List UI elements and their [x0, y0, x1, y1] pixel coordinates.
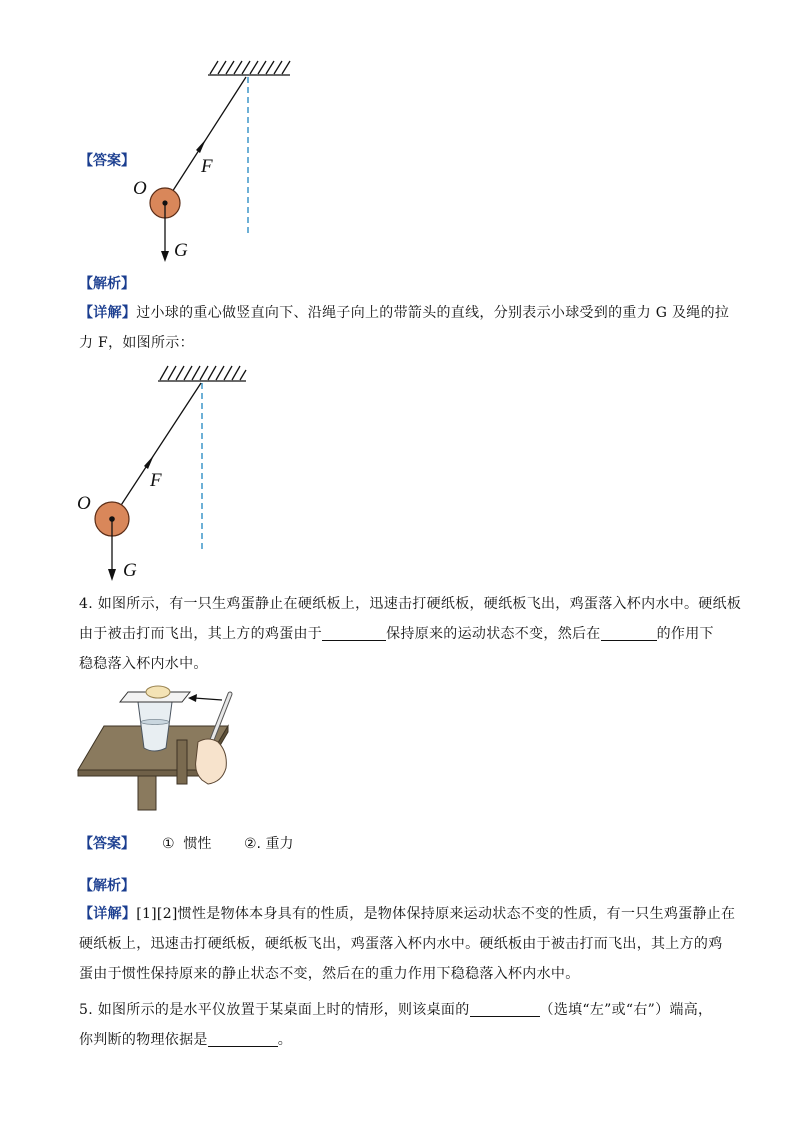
q4-detail-tag: 【详解】 [79, 906, 137, 922]
q4-detail [79, 899, 759, 989]
q4-question [79, 589, 759, 679]
glass-cup [138, 702, 172, 751]
q4-answer-2 [244, 833, 293, 853]
answer-1-text: 惯性 [183, 836, 212, 852]
gravity-arrowhead [108, 569, 116, 581]
label-g: G [174, 240, 188, 261]
q4-detail-line1: [1][2]惯性是物体本身具有的性质，是物体保持原来运动状态不变的性质，有一只生鸡蛋静止在 [136, 906, 736, 922]
label-o: O [133, 178, 147, 199]
q5-line2-b: 。 [277, 1032, 293, 1048]
egg [146, 686, 170, 698]
force-f-arrowhead [144, 455, 154, 469]
analysis-tag: 【解析】 [79, 276, 135, 292]
ceiling-hatch [208, 61, 290, 75]
q3-detail [79, 298, 739, 358]
force-f-arrowhead [196, 139, 206, 153]
q4-line3: 稳稳落入杯内水中。 [79, 656, 208, 672]
q4-blank-2[interactable] [601, 624, 657, 641]
q4-detail-line2: 硬纸板上，迅速击打硬纸板，硬纸板飞出，鸡蛋落入杯内水中。硬纸板由于被击打而飞出，其上方的鸡 [79, 936, 723, 952]
pendulum-figure-answer [130, 55, 300, 265]
q5-blank-2[interactable] [208, 1030, 278, 1047]
string-line [112, 383, 201, 519]
q5-line1-b: （选填“左”或“右”）端高， [539, 1002, 713, 1018]
label-f: F [201, 156, 213, 177]
egg-cup-table-illustration [76, 684, 246, 816]
q4-line1: 4. 如图所示，有一只生鸡蛋静止在硬纸板上，迅速击打硬纸板，硬纸板飞出，鸡蛋落入杯内水中。硬纸板 [79, 596, 742, 612]
q5-blank-1[interactable] [470, 1000, 540, 1017]
ceiling-hatch [158, 366, 246, 381]
q4-detail-line3: 蛋由于惯性保持原来的静止状态不变，然后在的重力作用下稳稳落入杯内水中。 [79, 966, 580, 982]
q4-blank-1[interactable] [322, 624, 386, 641]
answer-tag: 【答案】 [79, 153, 135, 169]
answer-1-num: ① [162, 836, 175, 852]
answer-2-text: 重力 [265, 836, 294, 852]
q4-answer-tag: 【答案】 [79, 836, 135, 852]
gravity-arrowhead [161, 251, 169, 262]
q5-question [79, 995, 759, 1055]
label-g: G [123, 560, 137, 581]
hit-arrowhead [188, 694, 197, 702]
label-f: F [150, 470, 162, 491]
hand [196, 739, 227, 784]
q4-line2-b: 保持原来的运动状态不变，然后在 [386, 626, 601, 642]
q3-detail-line2: 力 F，如图所示： [79, 335, 194, 351]
q5-line2-a: 你判断的物理依据是 [79, 1032, 208, 1048]
q3-detail-line1: 过小球的重心做竖直向下、沿绳子向上的带箭头的直线，分别表示小球受到的重力 G 及绳的拉 [136, 305, 730, 321]
q4-answer-1 [162, 833, 211, 853]
q4-line2-c: 的作用下 [656, 626, 714, 642]
q5-line1-a: 5. 如图所示的是水平仪放置于某桌面上时的情形，则该桌面的 [79, 1002, 470, 1018]
q4-line2-a: 由于被击打而飞出，其上方的鸡蛋由于 [79, 626, 323, 642]
pendulum-figure-analysis [70, 355, 270, 585]
hit-arrow [194, 698, 222, 700]
q4-analysis-tag: 【解析】 [79, 878, 135, 894]
detail-tag: 【详解】 [79, 305, 137, 321]
label-o: O [77, 493, 91, 514]
answer-2-num: ②. [244, 836, 262, 852]
